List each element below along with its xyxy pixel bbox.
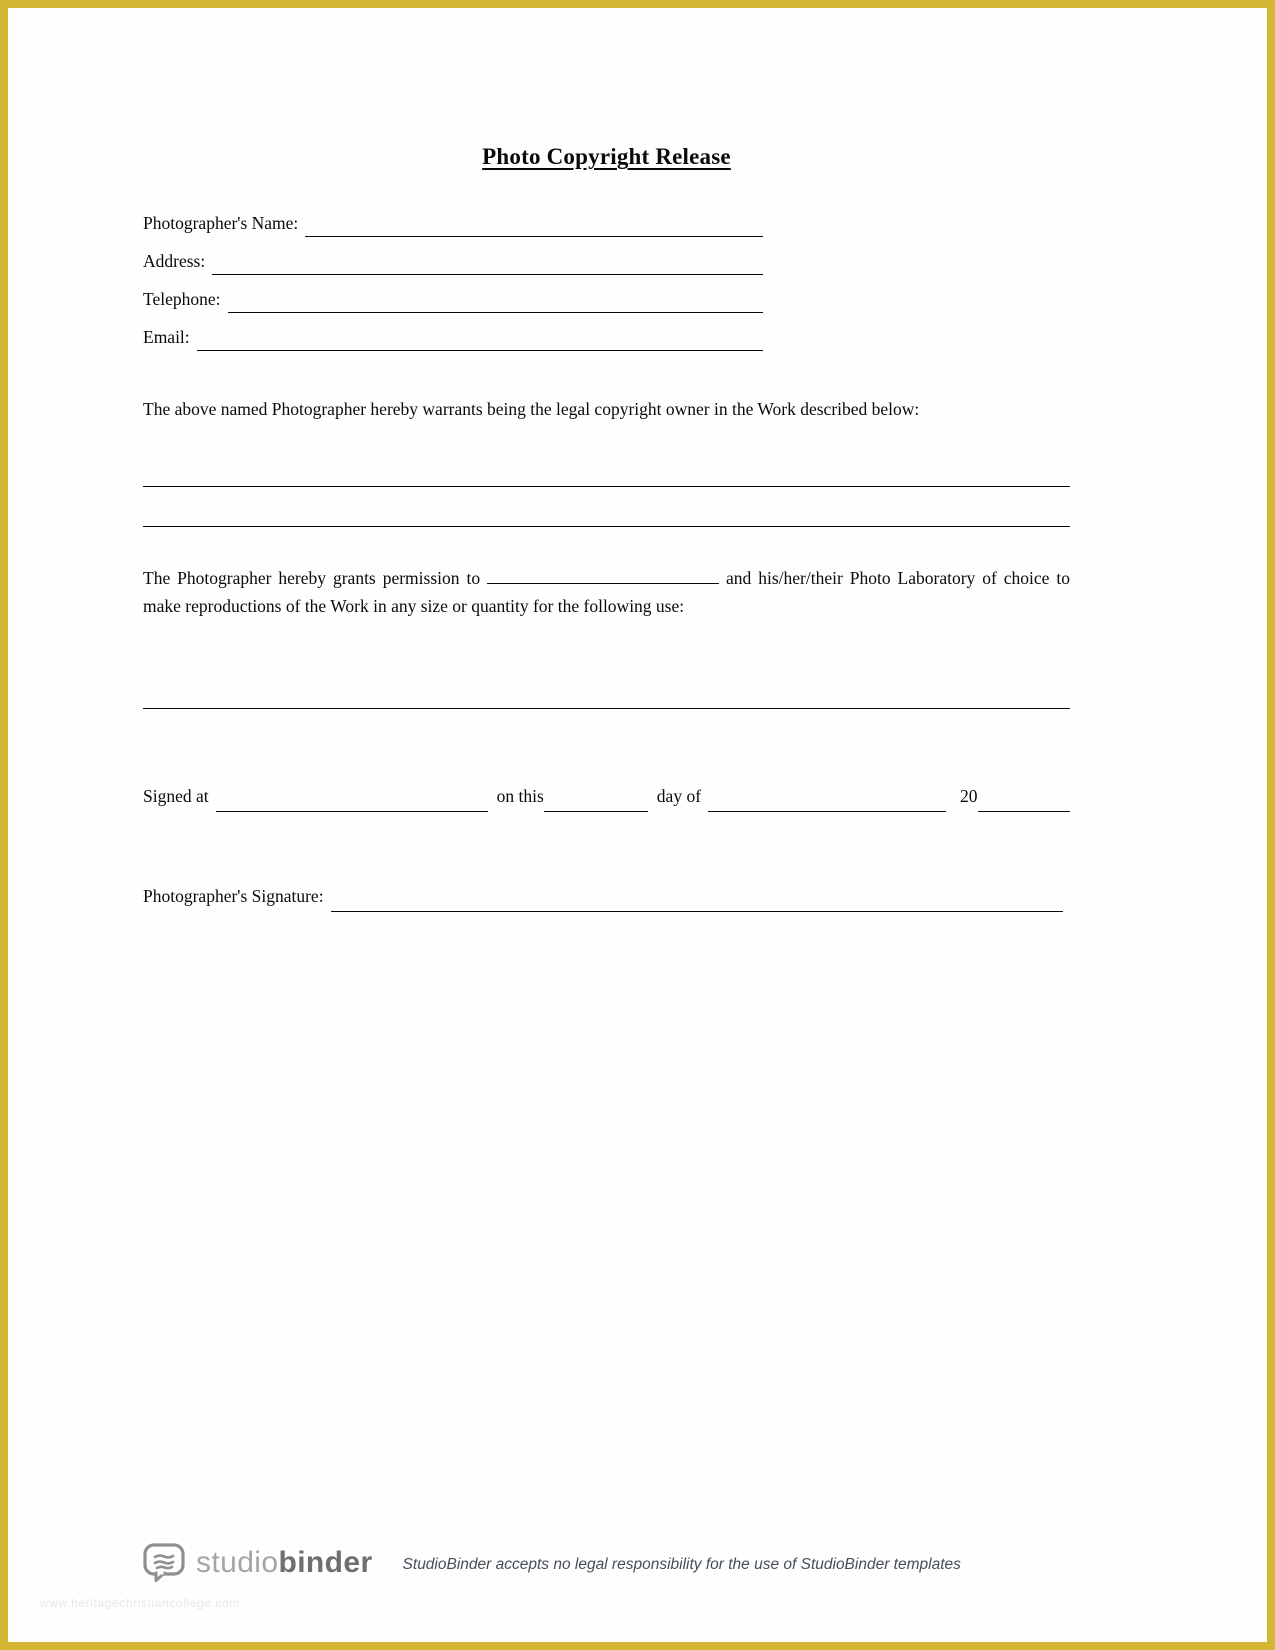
- permission-grantee-input[interactable]: [487, 569, 719, 584]
- signing-date-row: [143, 786, 1070, 812]
- year-input[interactable]: [978, 792, 1070, 812]
- on-this-label: on this: [496, 786, 544, 806]
- page-title: Photo Copyright Release: [482, 144, 731, 169]
- photographer-name-label: Photographer's Name:: [143, 213, 299, 233]
- day-number-input[interactable]: [544, 792, 648, 812]
- year-prefix: 20: [960, 786, 978, 806]
- signature-row: [143, 886, 1063, 912]
- permission-text-after: and his/her/their Photo Laboratory of choice to: [726, 568, 1071, 588]
- telephone-label: Telephone:: [143, 289, 221, 309]
- telephone-input[interactable]: [228, 293, 764, 313]
- disclaimer-text: StudioBinder accepts no legal responsibility for the use of StudioBinder templates: [402, 1556, 961, 1573]
- email-input[interactable]: [197, 331, 763, 351]
- wordmark-studio: studio: [196, 1546, 279, 1579]
- field-telephone: [143, 289, 763, 313]
- photographer-signature-label: Photographer's Signature:: [143, 886, 324, 906]
- month-input[interactable]: [708, 792, 946, 812]
- field-photographer-name: [143, 213, 763, 237]
- work-description-line-2[interactable]: [143, 526, 1070, 527]
- contact-fields: [143, 213, 763, 365]
- wordmark-binder: binder: [278, 1546, 373, 1579]
- watermark-url: www.heritagechristiancollege.com: [40, 1596, 240, 1610]
- email-label: Email:: [143, 327, 190, 347]
- use-description-line[interactable]: [143, 708, 1070, 709]
- permission-text-before: The Photographer hereby grants permission to: [143, 568, 481, 588]
- warrant-paragraph: The above named Photographer hereby warrants being the legal copyright owner in the Work described below:: [143, 399, 920, 419]
- address-input[interactable]: [212, 255, 763, 275]
- photographer-signature-input[interactable]: [331, 892, 1063, 912]
- address-label: Address:: [143, 251, 206, 271]
- permission-text-line2: make reproductions of the Work in any size or quantity for the following use:: [143, 595, 685, 616]
- day-of-label: day of: [656, 786, 702, 806]
- footer: [143, 1543, 961, 1583]
- field-address: [143, 251, 763, 275]
- signed-at-label: Signed at: [143, 786, 209, 806]
- signed-at-place-input[interactable]: [216, 792, 488, 812]
- field-email: [143, 327, 763, 351]
- studiobinder-logo: [143, 1543, 373, 1583]
- photographer-name-input[interactable]: [305, 217, 763, 237]
- work-description-line-1[interactable]: [143, 486, 1070, 487]
- speech-bubble-icon: [143, 1543, 187, 1583]
- studiobinder-wordmark: [196, 1548, 373, 1578]
- permission-paragraph: [143, 565, 1070, 620]
- title-row: [143, 144, 1070, 170]
